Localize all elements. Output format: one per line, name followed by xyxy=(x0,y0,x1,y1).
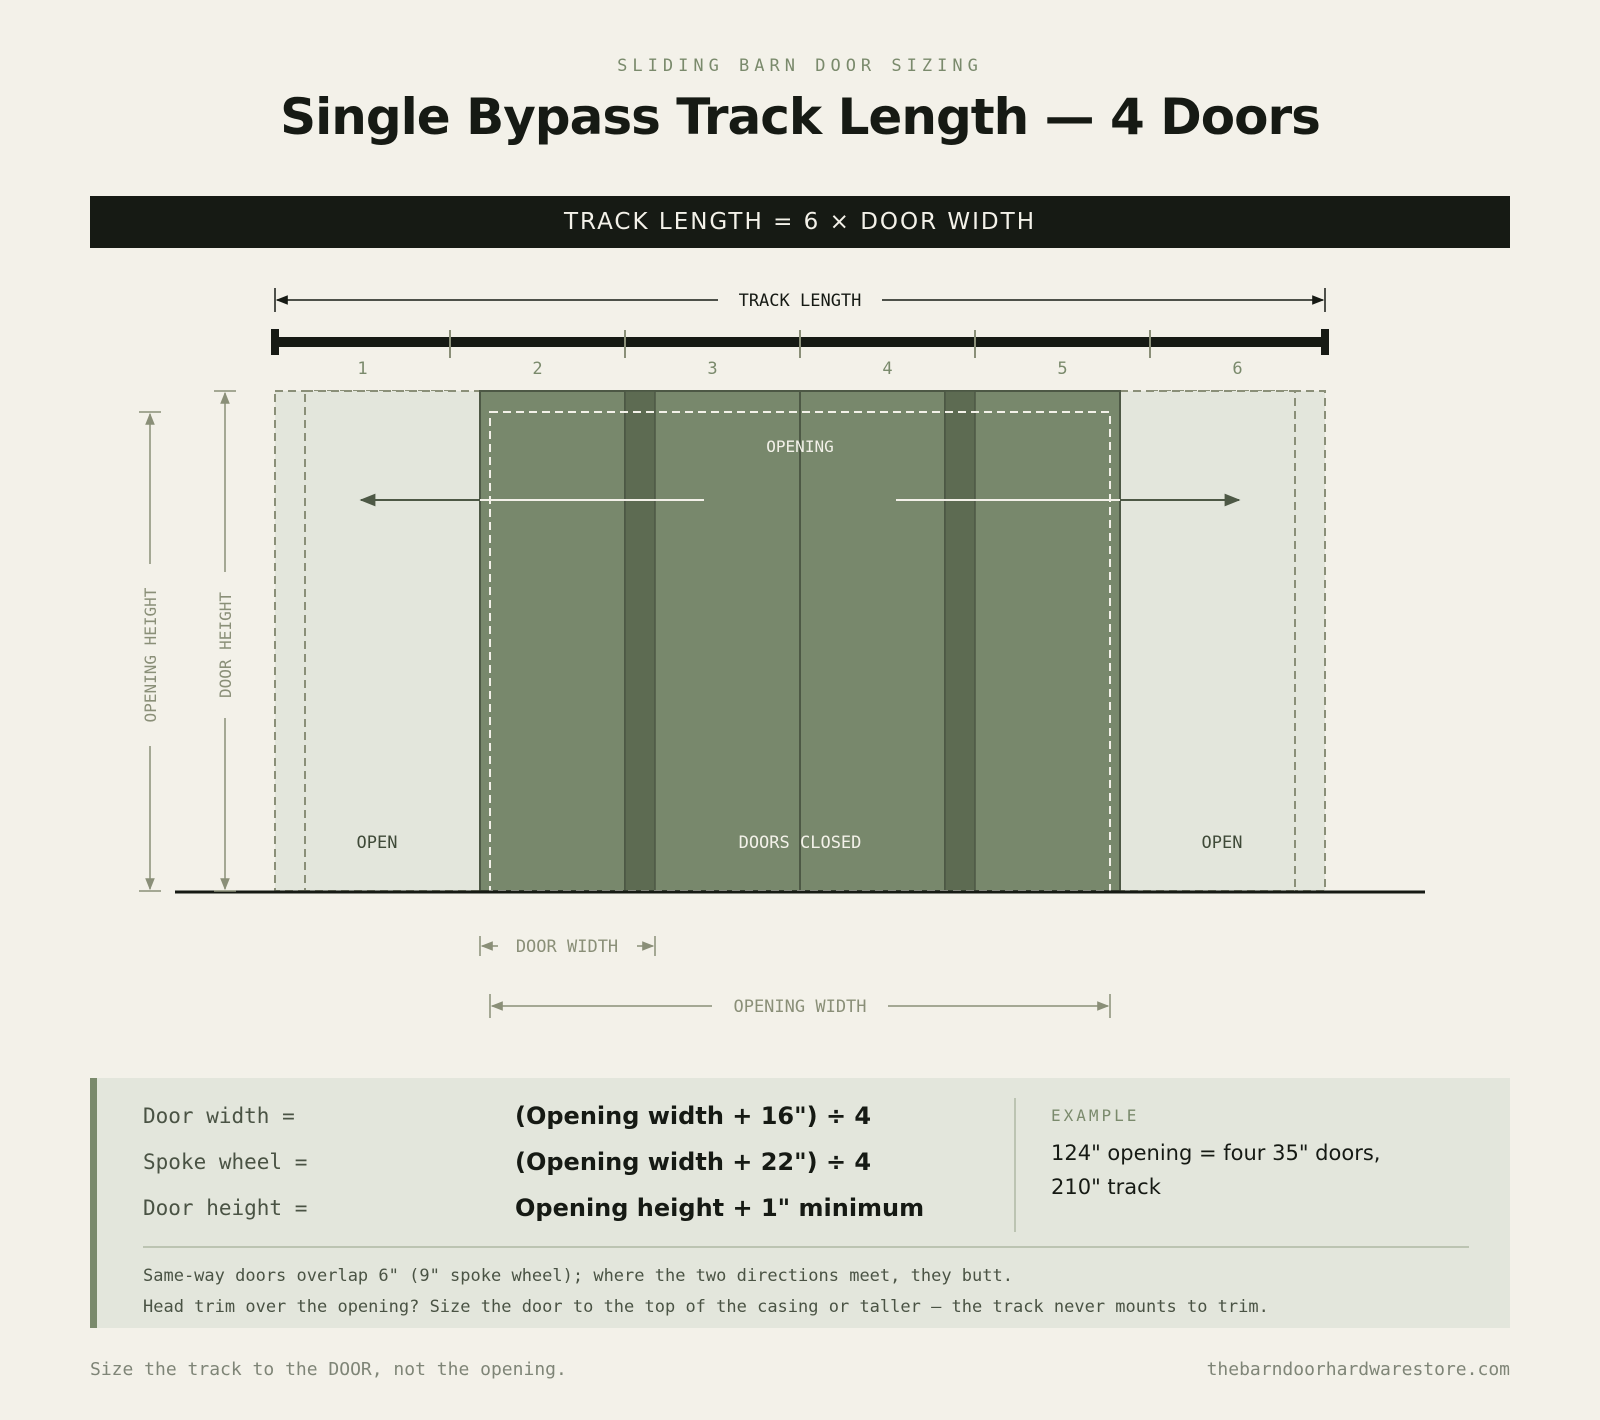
eyebrow: SLIDING BARN DOOR SIZING xyxy=(617,56,983,76)
opening-label: OPENING xyxy=(766,437,834,456)
note-overlap: Same-way doors overlap 6" (9" spoke wheel); where the two directions meet, they butt. xyxy=(143,1266,1013,1286)
door-width-label: DOOR WIDTH xyxy=(515,937,619,957)
formula-panel xyxy=(90,1078,1510,1328)
overlap-left xyxy=(625,391,655,891)
door-height-label: DOOR HEIGHT xyxy=(216,592,235,698)
segment-number: 4 xyxy=(882,359,893,379)
formula-row-door-width xyxy=(143,1098,1043,1134)
formula-row-spoke-wheel xyxy=(143,1144,1043,1180)
track-length-dimension xyxy=(275,288,1325,312)
example-text: 124" opening = four 35" doors, 210" track xyxy=(1051,1141,1381,1199)
example-label: EXAMPLE xyxy=(1051,1106,1140,1125)
closed-doors xyxy=(480,391,1120,891)
formula-value: (Opening width + 16") ÷ 4 xyxy=(515,1102,872,1130)
doors-closed-label: DOORS CLOSED xyxy=(738,833,862,853)
formula-label: Spoke wheel = xyxy=(143,1150,308,1174)
formula-value: Opening height + 1" minimum xyxy=(515,1194,925,1222)
door-width-dimension xyxy=(480,936,655,957)
formula-row-door-height xyxy=(143,1190,1043,1226)
vertical-divider xyxy=(1014,1098,1016,1232)
opening-height-dimension xyxy=(139,412,161,891)
door-height-dimension xyxy=(214,391,236,891)
horizontal-divider xyxy=(143,1246,1469,1248)
opening-width-label: OPENING WIDTH xyxy=(733,997,867,1017)
formula-value: (Opening width + 22") ÷ 4 xyxy=(515,1148,872,1176)
segment-number: 3 xyxy=(707,359,718,379)
open-door-left-inner xyxy=(305,391,480,891)
formula-label: Door height = xyxy=(143,1196,308,1220)
open-left-label: OPEN xyxy=(356,833,398,853)
page-title: Single Bypass Track Length — 4 Doors xyxy=(280,88,1320,146)
track-length-label: TRACK LENGTH xyxy=(738,291,862,311)
track-diagram xyxy=(0,270,1600,1030)
formula-label: Door width = xyxy=(143,1104,295,1128)
opening-height-label: OPENING HEIGHT xyxy=(141,587,160,723)
segment-number: 1 xyxy=(357,359,368,379)
footer-tip: Size the track to the DOOR, not the opening. xyxy=(90,1359,567,1380)
opening-width-dimension xyxy=(490,994,1110,1018)
overlap-right xyxy=(945,391,975,891)
segment-number: 5 xyxy=(1057,359,1068,379)
footer-site: thebarndoorhardwarestore.com xyxy=(1206,1359,1510,1380)
note-head-trim: Head trim over the opening? Size the door to the top of the casing or taller — the track never mounts to trim. xyxy=(143,1297,1269,1317)
segment-number: 2 xyxy=(532,359,543,379)
segment-number: 6 xyxy=(1232,359,1243,379)
open-door-right-inner xyxy=(1120,391,1295,891)
formula-banner: TRACK LENGTH = 6 × DOOR WIDTH xyxy=(90,196,1510,248)
open-right-label: OPEN xyxy=(1201,833,1243,853)
